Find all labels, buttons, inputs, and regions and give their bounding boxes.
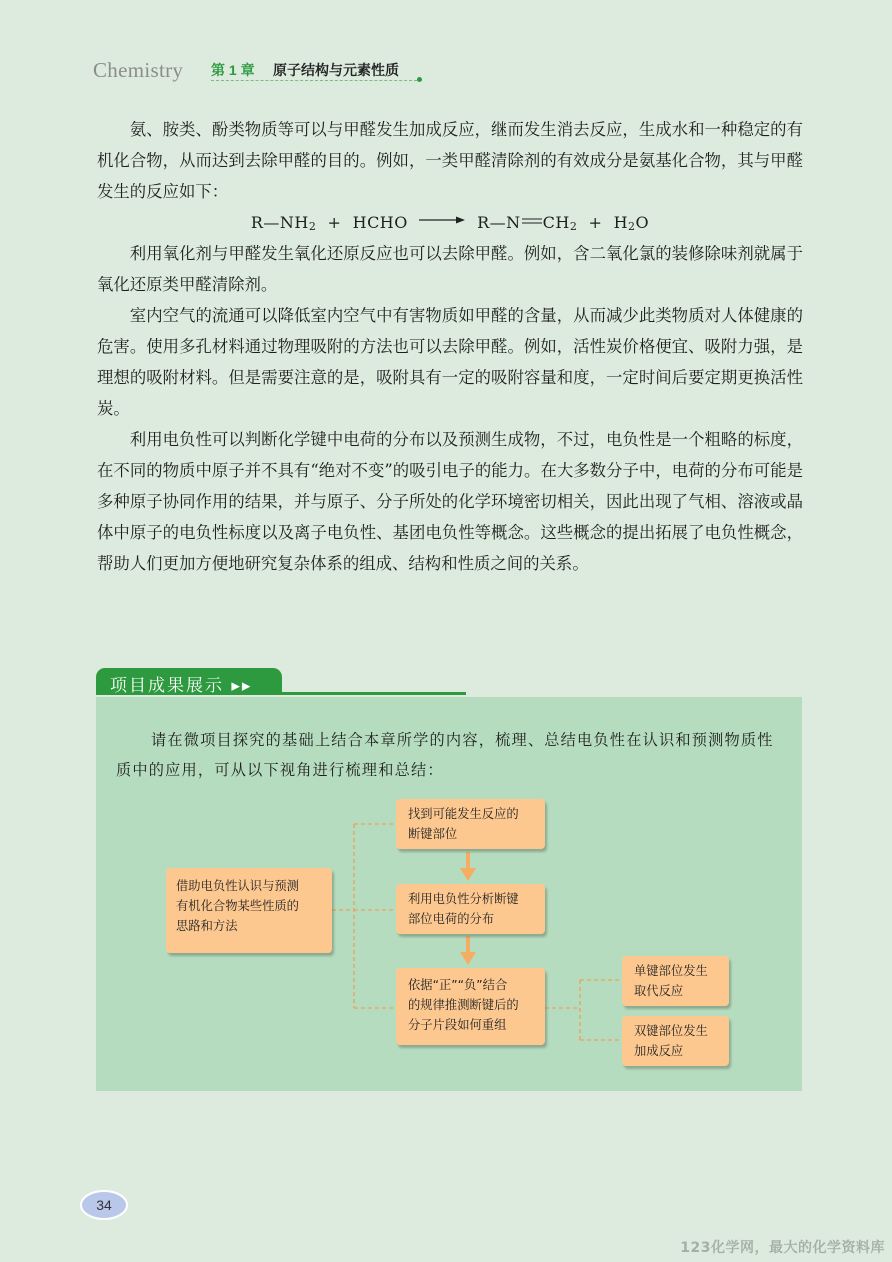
equation-plus-1: + — [327, 213, 342, 232]
section-title: 项目成果展示 ▸▸ — [110, 676, 253, 696]
leaf-2-line-1: 双键部位发生 — [634, 1024, 708, 1038]
header-divider — [211, 80, 417, 81]
page-number-badge — [80, 1190, 130, 1220]
double-bond-icon — [521, 216, 543, 226]
flowchart-root-node — [166, 868, 332, 953]
step-1-line-1: 找到可能发生反应的 — [408, 807, 519, 821]
paragraph-2: 利用氧化剂与甲醛发生氧化还原反应也可以去除甲醛。例如，含二氧化氯的装修除味剂就属于氧化还原类甲醛清除剂。 — [97, 244, 803, 294]
page-number: 34 — [96, 1197, 112, 1213]
watermark-text: 123化学网，最大的化学资料库 — [680, 1240, 885, 1256]
equation-product-1-subscript: 2 — [569, 220, 578, 233]
chapter-number: 第 1 章 — [211, 62, 255, 78]
step-1-line-2: 断键部位 — [408, 827, 458, 841]
reaction-arrow-icon — [419, 215, 465, 225]
body-text — [97, 114, 803, 579]
step-3-line-1: 依据“正”“负”结合 — [408, 978, 508, 992]
step-2-line-1: 利用电负性分析断键 — [408, 892, 519, 906]
panel-intro-text: 请在微项目探究的基础上结合本章所学的内容，梳理、总结电负性在认识和预测物质性质中的应用，可从以下视角进行梳理和总结： — [116, 731, 774, 779]
leaf-2-line-2: 加成反应 — [634, 1044, 684, 1058]
flowchart-step-2-node — [396, 884, 545, 934]
equation-product-1-left: R—N — [477, 213, 521, 232]
root-node-line-3: 思路和方法 — [176, 919, 238, 933]
equation-product-1-right: CH — [542, 213, 570, 232]
flowchart-step-3-node — [396, 968, 545, 1045]
leaf-1-line-2: 取代反应 — [634, 984, 684, 998]
paragraph-1: 氨、胺类、酚类物质等可以与甲醛发生加成反应，继而发生消去反应，生成水和一种稳定的有机化合物，从而达到去除甲醛的目的。例如，一类甲醛清除剂的有效成分是氨基化合物，其与甲醛发生的反应如下： — [97, 120, 803, 201]
section-tab — [96, 668, 282, 695]
equation-reactant-2: HCHO — [352, 213, 408, 232]
leaf-1-line-1: 单键部位发生 — [634, 964, 708, 978]
flowchart-step-1-node — [396, 799, 545, 849]
equation-product-2-subscript: 2 — [628, 220, 636, 233]
paragraph-4: 利用电负性可以判断化学键中电荷的分布以及预测生成物，不过，电负性是一个粗略的标度，在不同的物质中原子并不具有“绝对不变”的吸引电子的能力。在大多数分子中，电荷的分布可能是多种原子协同作用的结果，并与原子、分子所处的化学环境密切相关，因此出现了气相、溶液或晶体中原子的电负性标度以及离子电负性、基团电负性等概念。这些概念的提出拓展了电负性概念，帮助人们更加方便地研究复杂体系的组成、结构和性质之间的关系。 — [97, 430, 803, 573]
section-tab-underline — [282, 692, 466, 695]
header-dot-icon — [417, 77, 422, 82]
equation-reactant-1: R—NH — [250, 213, 309, 232]
chapter-title: 原子结构与元素性质 — [273, 62, 399, 78]
equation-plus-2: + — [588, 213, 603, 232]
root-node-line-2: 有机化合物某些性质的 — [176, 899, 299, 913]
project-results-panel — [96, 697, 802, 1091]
step-3-line-2: 的规律推测断键后的 — [408, 998, 519, 1012]
reaction-equation — [97, 207, 803, 238]
equation-product-2-right: O — [635, 213, 650, 232]
page-header — [93, 56, 423, 86]
step-3-line-3: 分子片段如何重组 — [408, 1018, 507, 1032]
flowchart-leaf-1-node — [622, 956, 729, 1006]
equation-reactant-1-subscript: 2 — [308, 220, 317, 233]
brand-label: Chemistry — [93, 58, 184, 82]
flowchart-leaf-2-node — [622, 1016, 729, 1066]
paragraph-3: 室内空气的流通可以降低室内空气中有害物质如甲醛的含量，从而减少此类物质对人体健康的危害。使用多孔材料通过物理吸附的方法也可以去除甲醛。例如，活性炭价格便宜、吸附力强，是理想的吸附材料。但是需要注意的是，吸附具有一定的吸附容量和度，一定时间后要定期更换活性炭。 — [97, 306, 803, 418]
step-2-line-2: 部位电荷的分布 — [408, 912, 495, 926]
root-node-line-1: 借助电负性认识与预测 — [176, 879, 299, 893]
equation-product-2-left: H — [613, 213, 629, 232]
